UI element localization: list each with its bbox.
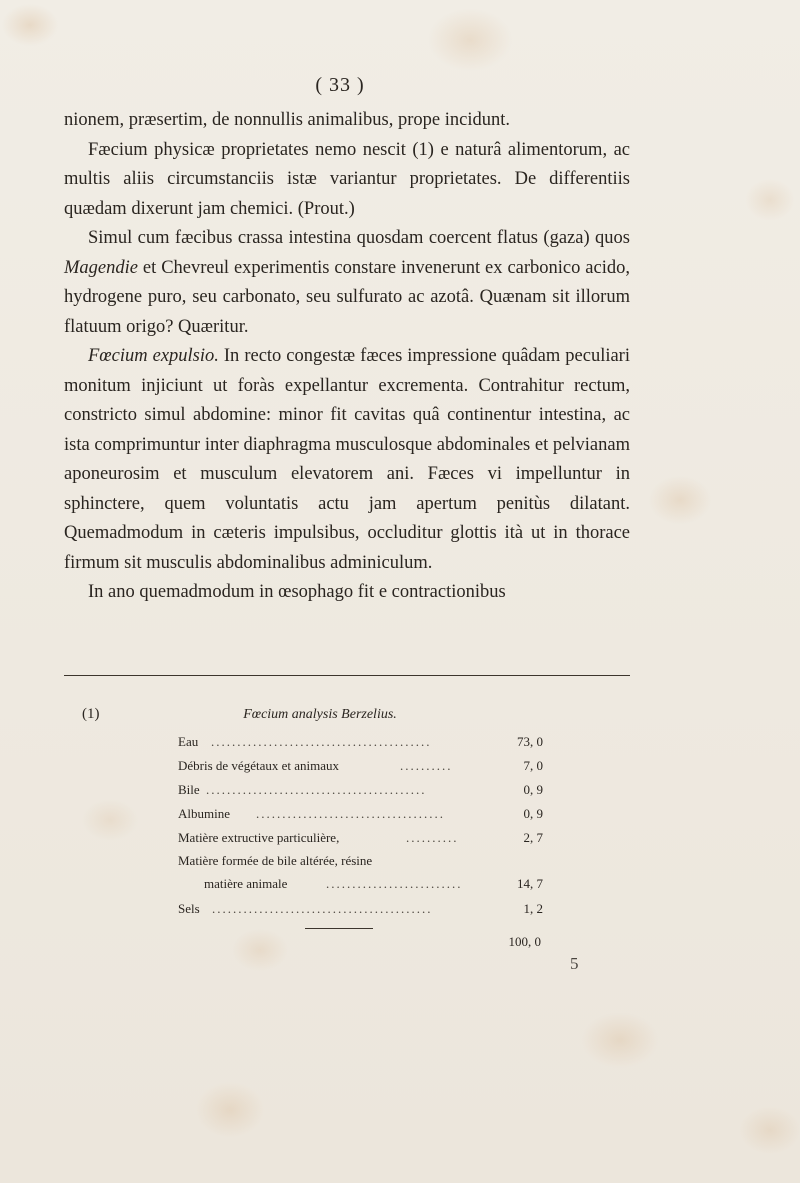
paragraph: nionem, præsertim, de nonnullis animalibus, prope incidunt. (64, 110, 510, 130)
table-total: 100, 0 (508, 934, 541, 949)
leader-dots: .......................................... (206, 782, 427, 797)
table-cell-value: 7, 0 (523, 758, 543, 773)
table-cell-label: matière animale (204, 876, 288, 891)
leader-dots: .................................... (256, 806, 445, 821)
table-row (178, 806, 543, 826)
footnote-table-title: Fœcium analysis Berzelius. (243, 707, 397, 722)
footnote-rule (64, 675, 630, 676)
table-cell-value: 0, 9 (523, 806, 543, 821)
leader-dots: .......................................... (212, 901, 433, 916)
table-cell-label: Albumine (178, 806, 230, 821)
paragraph-text: Simul cum fæcibus crassa intestina quosdam coercent flatus (gaza) quos (88, 228, 630, 248)
main-text (64, 106, 630, 608)
paragraph (64, 224, 630, 342)
section-heading: Fœcium expulsio. (88, 346, 219, 366)
table-cell-value: 14, 7 (517, 876, 543, 891)
paragraph: Fæcium physicæ proprietates nemo nescit (1) e naturâ alimentorum, ac multis aliis circumstanciis istæ variantur proprietates. De differentiis quædam dixerunt jam chemici. (Prout.) (64, 139, 630, 219)
table-row (178, 734, 543, 754)
table-cell-label: Eau (178, 734, 199, 749)
table-cell-value: 0, 9 (523, 782, 543, 797)
table-row (178, 876, 543, 896)
paragraph (64, 342, 630, 578)
paragraph-text: In recto congestæ fæces impressione quâdam peculiari monitum injiciunt ut foràs expellantur excrementa. Contrahitur rectum, constricto simul abdomine: minor fit cavitas quâ continentur intestina, ac ista comprimuntur inter diaphragma musculosque abdominales et pelvianam aponeurosim et musculum elevatorem ani. Fæces vi impelluntur in sphinctere, quem voluntatis actu jam apertum penitùs dilatant. Quemadmodum in cæteris impulsibus, occluditur glottis ità ut in thorace firmum sit musculis abdominalibus adminiculum. (64, 346, 630, 573)
paragraph-text: et Chevreul experimentis constare invenerunt ex carbonico acido, hydrogene puro, seu carbonato, seu sulfurato ac azotâ. Quænam sit illorum flatuum origo? Quæritur. (64, 257, 630, 337)
table-row (178, 853, 543, 873)
table-row (178, 782, 543, 802)
leader-dots: .......................... (326, 876, 463, 891)
signature-mark: 5 (570, 954, 579, 973)
leader-dots: .......................................... (211, 734, 432, 749)
table-row (178, 830, 543, 850)
footnote-marker: (1) (82, 706, 100, 722)
italic-name: Magendie (64, 257, 138, 278)
leader-dots: .......... (400, 758, 453, 773)
leader-dots: .......... (406, 830, 459, 845)
total-rule (305, 928, 373, 929)
table-cell-label: Sels (178, 901, 200, 916)
table-cell-label: Matière extructive particulière, (178, 830, 340, 845)
table-row (178, 901, 543, 921)
table-cell-label: Matière formée de bile altérée, résine (178, 853, 373, 868)
table-row (178, 758, 543, 778)
page-number: ( 33 ) (315, 74, 365, 96)
table-cell-label: Bile (178, 782, 200, 797)
table-cell-label: Débris de végétaux et animaux (178, 758, 339, 773)
paragraph: In ano quemadmodum in œsophago fit e contractionibus (88, 582, 506, 602)
table-cell-value: 73, 0 (517, 734, 543, 749)
table-cell-value: 2, 7 (523, 830, 543, 845)
table-cell-value: 1, 2 (523, 901, 543, 916)
